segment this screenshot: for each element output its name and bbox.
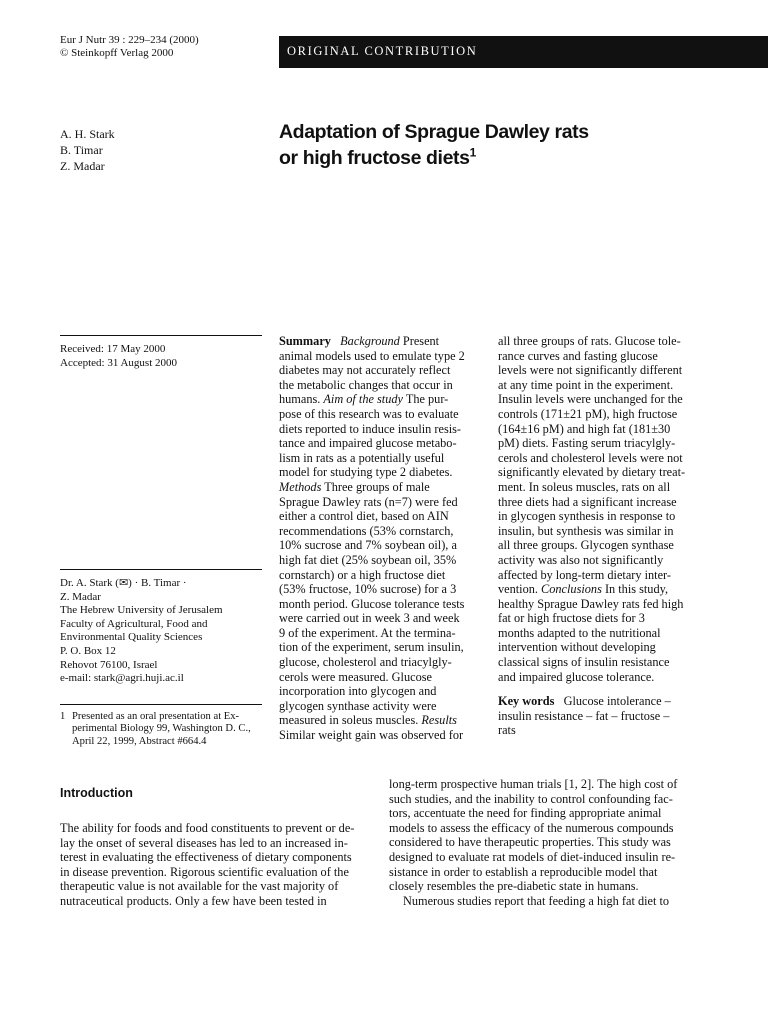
abstract-text: glucose, cholesterol and triacylgly- — [279, 655, 452, 670]
abstract-text: levels were not significantly different — [498, 363, 683, 378]
abstract-text: pM) diets. Fasting serum triacylgly- — [498, 436, 676, 451]
address-line: Rehovot 76100, Israel — [60, 658, 158, 671]
abstract-text: at any time point in the experiment. — [498, 377, 674, 392]
body-text: designed to evaluate rat models of diet-induced insulin re- — [389, 849, 676, 864]
abstract-text: tance and impaired glucose metabo- — [279, 436, 457, 451]
accepted-date: Accepted: 31 August 2000 — [60, 357, 178, 369]
corresponding-authors: Dr. A. Stark (✉) · B. Timar · — [60, 577, 187, 589]
abstract-text: diabetes may not accurately reflect — [279, 363, 451, 378]
body-text: in disease prevention. Rigorous scientific evaluation of the — [60, 864, 349, 879]
abstract-text: either a control diet, based on AIN — [279, 509, 449, 524]
manuscript-dates — [60, 342, 177, 370]
abstract-text: (53% fructose, 10% sucrose) for a 3 — [279, 582, 457, 597]
body-text: tors, accentuate the need for finding appropriate animal — [389, 806, 662, 821]
abstract-text: humans. — [279, 392, 321, 407]
abstract-text: incorporation into glycogen and — [279, 684, 437, 699]
footnote-line: perimental Biology 99, Washington D. C., — [72, 723, 251, 735]
abstract-text: measured in soleus muscles. — [279, 713, 419, 728]
body-text: nutraceutical products. Only a few have been tested in — [60, 893, 327, 908]
divider-line — [60, 335, 262, 336]
abstract-text: months adapted to the nutritional — [498, 625, 661, 640]
abstract-text: high fat diet (25% soybean oil, 35% — [279, 552, 457, 567]
introduction-column-1 — [60, 821, 375, 909]
author-name: B. Timar — [60, 143, 103, 157]
abstract-text: activity was also not significantly — [498, 552, 664, 567]
abstract-text: intervention without developing — [498, 640, 656, 655]
conclusions-label: Conclusions — [541, 582, 602, 597]
body-text: therapeutic value is not available for the vast majority of — [60, 879, 339, 894]
journal-citation: Eur J Nutr 39 : 229–234 (2000) — [60, 34, 199, 46]
abstract-text: Insulin levels were unchanged for the — [498, 392, 683, 407]
address-line: Environmental Quality Sciences — [60, 631, 203, 644]
abstract-text: the metabolic changes that occur in — [279, 377, 453, 392]
abstract-text: recommendations (53% cornstarch, — [279, 523, 454, 538]
abstract-text: classical signs of insulin resistance — [498, 655, 670, 670]
body-text: long-term prospective human trials [1, 2]. The high cost of — [389, 777, 678, 791]
abstract-text: In this study, — [604, 582, 669, 597]
title-line: Adaptation of Sprague Dawley rats — [279, 121, 589, 143]
address-line: Faculty of Agricultural, Food and — [60, 617, 208, 630]
received-date: Received: 17 May 2000 — [60, 343, 166, 355]
author-name: Z. Madar — [60, 159, 105, 173]
abstract-text: cerols and cholesterol levels were not — [498, 450, 683, 465]
abstract-text: insulin, but synthesis was similar in — [498, 523, 674, 538]
abstract-text: model for studying type 2 diabetes. — [279, 465, 453, 480]
body-text: such studies, and the inability to control confounding fac- — [389, 791, 673, 806]
abstract-text: Three groups of male — [324, 479, 430, 494]
abstract-text: 9 of the experiment. At the termina- — [279, 625, 456, 640]
article-type-banner: ORIGINAL CONTRIBUTION — [279, 36, 768, 68]
author-list — [60, 126, 115, 174]
aim-label: Aim of the study — [323, 392, 403, 407]
keywords-label: Key words — [498, 694, 555, 709]
abstract-text: pose of this research was to evaluate — [279, 406, 459, 421]
abstract-text: animal models used to emulate type 2 — [279, 348, 465, 363]
abstract-text: three diets had a significant increase — [498, 494, 677, 509]
abstract-text: 10% sucrose and 7% soybean oil), a — [279, 538, 457, 553]
body-text: models to assess the efficacy of the numerous compounds — [389, 820, 674, 835]
abstract-text: Present — [402, 334, 440, 348]
title-footnote-mark: 1 — [469, 145, 476, 160]
author-name: A. H. Stark — [60, 127, 115, 141]
abstract-text: cerols were measured. Glucose — [279, 669, 432, 684]
abstract-text: all three groups of rats. Glucose tole- — [498, 334, 681, 348]
divider-line — [60, 704, 262, 705]
copyright-line: © Steinkopff Verlag 2000 — [60, 47, 174, 59]
methods-label: Methods — [279, 479, 322, 494]
body-text: The ability for foods and food constituents to prevent or de- — [60, 821, 355, 835]
footnote — [60, 711, 272, 748]
abstract-text: healthy Sprague Dawley rats fed high — [498, 596, 684, 611]
abstract-text: Similar weight gain was observed for — [279, 728, 464, 743]
abstract-text: vention. — [498, 582, 538, 597]
title-line-text: or high fructose diets — [279, 147, 470, 169]
results-label: Results — [421, 713, 457, 728]
abstract-column-2 — [498, 334, 710, 738]
footnote-line: Presented as an oral presentation at Ex- — [72, 711, 240, 722]
body-text: sistance in order to establish a reproducible model that — [389, 864, 658, 879]
abstract-text: (164±16 pM) and high fat (181±30 — [498, 421, 671, 436]
title-line — [279, 145, 749, 171]
abstract-text: and impaired glucose tolerance. — [498, 669, 655, 684]
abstract-text: significantly elevated by dietary treat- — [498, 465, 686, 480]
keyword-text: insulin resistance – fat – fructose – — [498, 708, 670, 723]
abstract-text: Sprague Dawley rats (n=7) were fed — [279, 494, 458, 509]
abstract-text: rance curves and fasting glucose — [498, 348, 658, 363]
abstract-text: glycogen synthase activity were — [279, 698, 437, 713]
address-line: The Hebrew University of Jerusalem — [60, 604, 223, 617]
address-line: Z. Madar — [60, 590, 101, 603]
keyword-text: Glucose intolerance – — [563, 694, 671, 709]
divider-line — [60, 569, 262, 570]
abstract-text: were carried out in week 3 and week — [279, 611, 460, 626]
abstract-text: affected by long-term dietary inter- — [498, 567, 671, 582]
abstract-text: controls (171±21 pM), high fructose — [498, 406, 678, 421]
footnote-line: April 22, 1999, Abstract #664.4 — [72, 735, 207, 747]
keyword-text: rats — [498, 723, 516, 738]
abstract-text: all three groups. Glycogen synthase — [498, 538, 674, 553]
correspondence-address — [60, 577, 223, 686]
introduction-column-2 — [389, 777, 704, 908]
body-text: considered to have therapeutic properties. This study was — [389, 835, 671, 850]
article-title — [279, 119, 749, 171]
abstract-text: month period. Glucose tolerance tests — [279, 596, 465, 611]
abstract-column-1 — [279, 334, 489, 743]
abstract-text: cornstarch) or a high fructose diet — [279, 567, 446, 582]
footnote-number: 1 — [60, 711, 66, 722]
body-text: terest in evaluating the effectiveness of dietary components — [60, 850, 352, 865]
summary-label: Summary — [279, 334, 331, 348]
abstract-text: in glycogen synthesis in response to — [498, 509, 676, 524]
abstract-text: ment. In soleus muscles, rats on all — [498, 479, 671, 494]
keywords — [498, 694, 710, 738]
abstract-text: diets reported to induce insulin resis- — [279, 421, 462, 436]
body-text: Numerous studies report that feeding a high fat diet to — [403, 893, 670, 908]
address-line: P. O. Box 12 — [60, 644, 116, 657]
body-text: lay the onset of several diseases has led to an increased in- — [60, 835, 348, 850]
body-text: closely resembles the pre-diabetic state in humans. — [389, 879, 639, 894]
abstract-text: The pur- — [405, 392, 449, 407]
abstract-text: tion of the experiment, serum insulin, — [279, 640, 464, 655]
journal-reference — [60, 34, 199, 60]
abstract-text: lism in rats as a potentially useful — [279, 450, 445, 465]
abstract-text: fat or high fructose diets for 3 — [498, 611, 645, 626]
background-label: Background — [340, 334, 400, 348]
email-address: e-mail: stark@agri.huji.ac.il — [60, 672, 184, 685]
section-heading-introduction: Introduction — [60, 786, 133, 800]
